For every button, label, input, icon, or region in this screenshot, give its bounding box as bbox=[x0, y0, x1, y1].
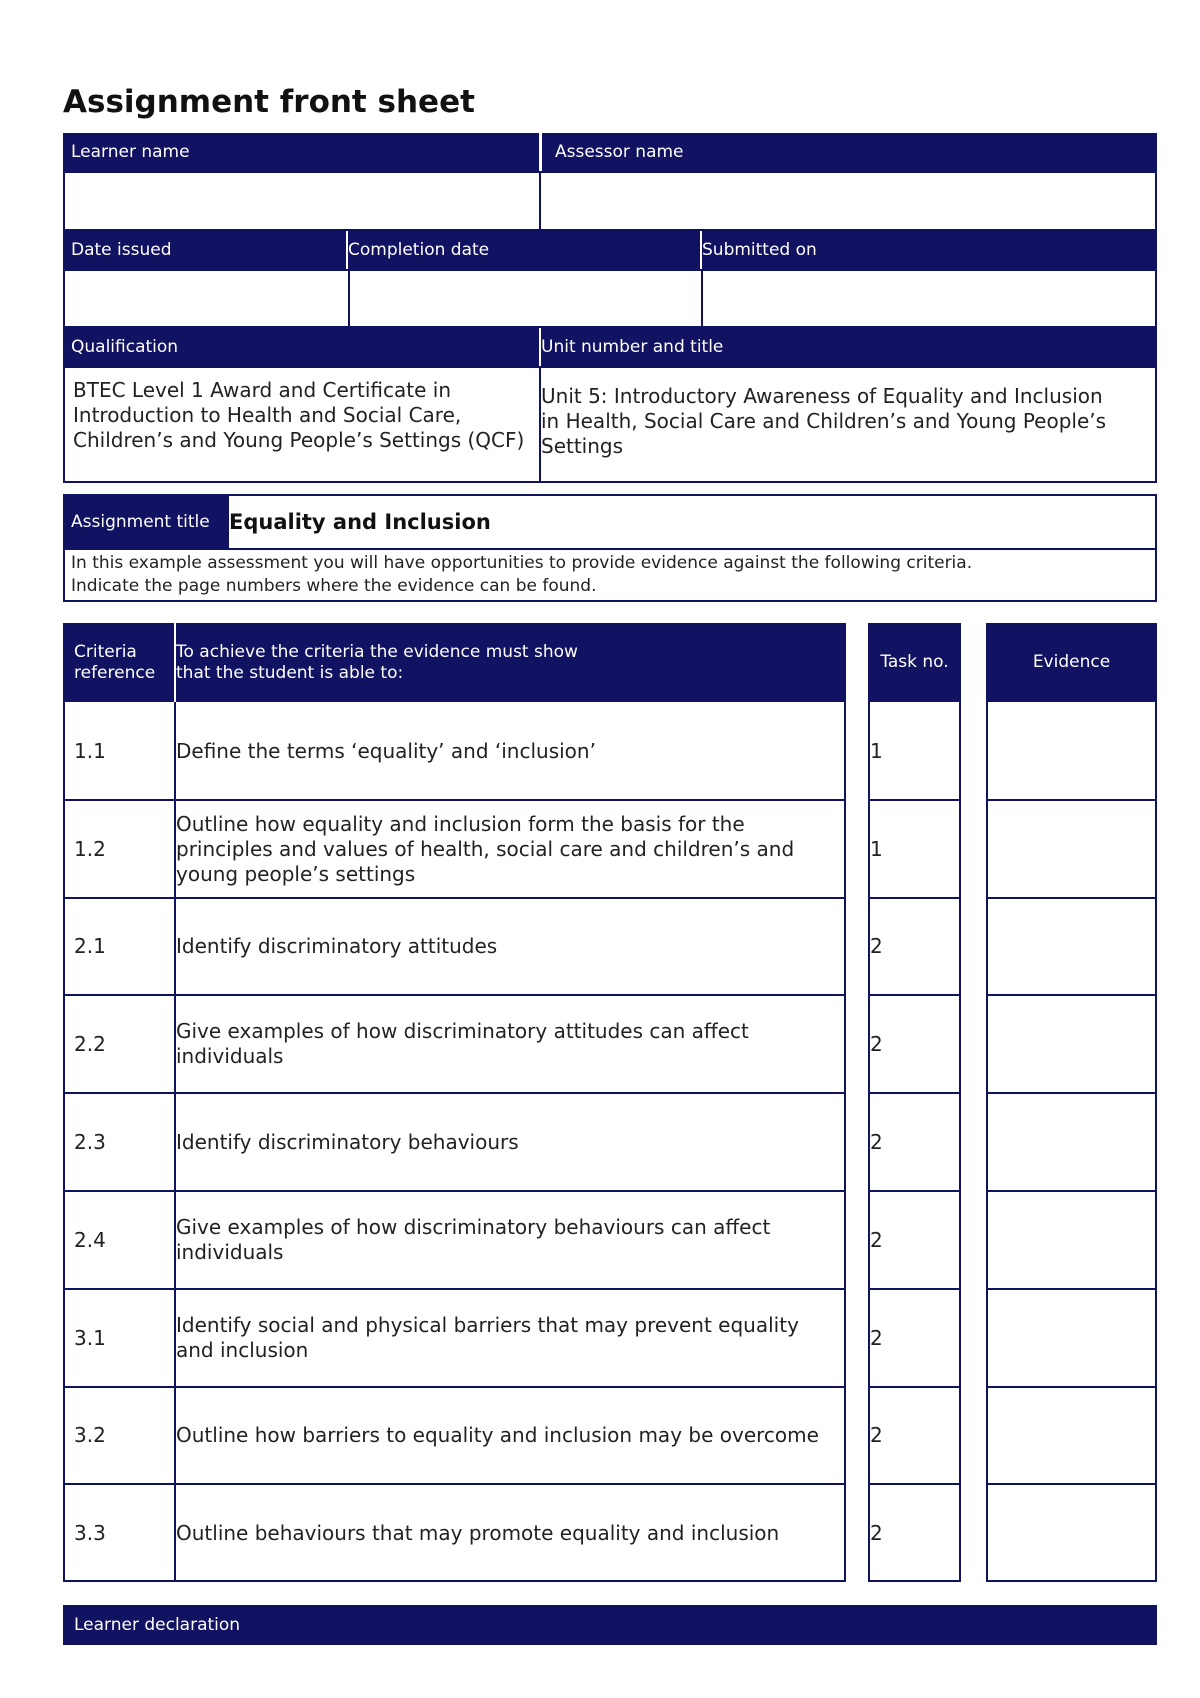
task-number-cell: 2 bbox=[870, 934, 883, 958]
criteria-reference-cell: 2.4 bbox=[74, 1227, 106, 1252]
submitted-on-header: Submitted on bbox=[702, 230, 1157, 269]
assignment-divider bbox=[63, 548, 1157, 550]
criteria-reference-cell: 3.1 bbox=[74, 1325, 106, 1350]
col-evidence: Evidence bbox=[1032, 652, 1111, 672]
evidence-cell[interactable] bbox=[988, 702, 1155, 800]
assignment-title-header: Assignment title bbox=[63, 494, 229, 549]
criteria-reference-cell: 1.2 bbox=[74, 836, 106, 861]
task-number-cell: 2 bbox=[870, 1520, 883, 1545]
evidence-cell[interactable] bbox=[988, 1484, 1155, 1582]
col-criteria-description: To achieve the criteria the evidence must show that the student is able to: bbox=[176, 642, 578, 683]
qualification-value: BTEC Level 1 Award and Certificate in Introduction to Health and Social Care, Children’s and Young People’s Settings (QCF) bbox=[63, 366, 541, 483]
task-number-cell: 2 bbox=[870, 1423, 883, 1447]
learner-name-header: Learner name bbox=[63, 133, 539, 171]
criteria-reference-cell: 2.2 bbox=[74, 1031, 106, 1056]
task-number-cell: 2 bbox=[870, 1325, 883, 1350]
evidence-cell[interactable] bbox=[988, 1093, 1155, 1191]
page-title: Assignment front sheet bbox=[63, 84, 475, 120]
qualification-header: Qualification bbox=[63, 327, 539, 366]
completion-date-field[interactable] bbox=[348, 269, 703, 328]
criteria-reference-cell: 2.3 bbox=[74, 1129, 106, 1154]
criteria-description-cell: Identify discriminatory attitudes bbox=[176, 934, 498, 958]
evidence-cell[interactable] bbox=[988, 898, 1155, 995]
criteria-description-cell: Identify discriminatory behaviours bbox=[176, 1129, 519, 1154]
criteria-reference-cell: 2.1 bbox=[74, 934, 106, 958]
criteria-description-cell: Outline how barriers to equality and inclusion may be overcome bbox=[176, 1423, 819, 1447]
assignment-title-value: Equality and Inclusion bbox=[229, 509, 491, 534]
task-number-cell: 2 bbox=[870, 1129, 883, 1154]
criteria-description-cell: Give examples of how discriminatory attitudes can affect individuals bbox=[176, 1019, 749, 1068]
completion-date-header: Completion date bbox=[348, 230, 700, 269]
unit-value: Unit 5: Introductory Awareness of Equality and Inclusion in Health, Social Care and Children’s and Young People’s Settings bbox=[539, 366, 1157, 483]
criteria-description-cell: Outline how equality and inclusion form the basis for the principles and values of health, social care and children’s and young people’s settings bbox=[176, 811, 795, 886]
criteria-description-cell: Define the terms ‘equality’ and ‘inclusion’ bbox=[176, 738, 596, 763]
task-number-cell: 2 bbox=[870, 1227, 883, 1252]
evidence-cell[interactable] bbox=[988, 800, 1155, 898]
date-issued-field[interactable] bbox=[63, 269, 350, 328]
criteria-reference-cell: 3.2 bbox=[74, 1423, 106, 1447]
assessor-name-header: Assessor name bbox=[542, 133, 1157, 171]
task-number-cell: 1 bbox=[870, 738, 883, 763]
criteria-reference-cell: 3.3 bbox=[74, 1520, 106, 1545]
assessor-name-field[interactable] bbox=[539, 171, 1157, 231]
evidence-cell[interactable] bbox=[988, 1387, 1155, 1484]
date-issued-header: Date issued bbox=[63, 230, 346, 269]
evidence-cell[interactable] bbox=[988, 1191, 1155, 1289]
col-task-no: Task no. bbox=[880, 652, 949, 672]
evidence-cell[interactable] bbox=[988, 995, 1155, 1093]
task-number-cell: 2 bbox=[870, 1031, 883, 1056]
submitted-on-field[interactable] bbox=[701, 269, 1157, 328]
task-number-cell: 1 bbox=[870, 836, 883, 861]
unit-header: Unit number and title bbox=[541, 327, 1157, 366]
criteria-description-cell: Outline behaviours that may promote equality and inclusion bbox=[176, 1520, 780, 1545]
learner-name-field[interactable] bbox=[63, 171, 541, 231]
criteria-description-cell: Give examples of how discriminatory behaviours can affect individuals bbox=[176, 1215, 771, 1264]
col-criteria-reference: Criteria reference bbox=[74, 642, 156, 683]
criteria-description-cell: Identify social and physical barriers that may prevent equality and inclusion bbox=[176, 1313, 799, 1362]
assignment-intro-line-1: In this example assessment you will have opportunities to provide evidence against the following criteria. bbox=[71, 553, 973, 573]
learner-declaration-header: Learner declaration bbox=[63, 1605, 1157, 1645]
evidence-cell[interactable] bbox=[988, 1289, 1155, 1387]
assignment-intro-line-2: Indicate the page numbers where the evidence can be found. bbox=[71, 576, 597, 596]
criteria-reference-cell: 1.1 bbox=[74, 738, 106, 763]
